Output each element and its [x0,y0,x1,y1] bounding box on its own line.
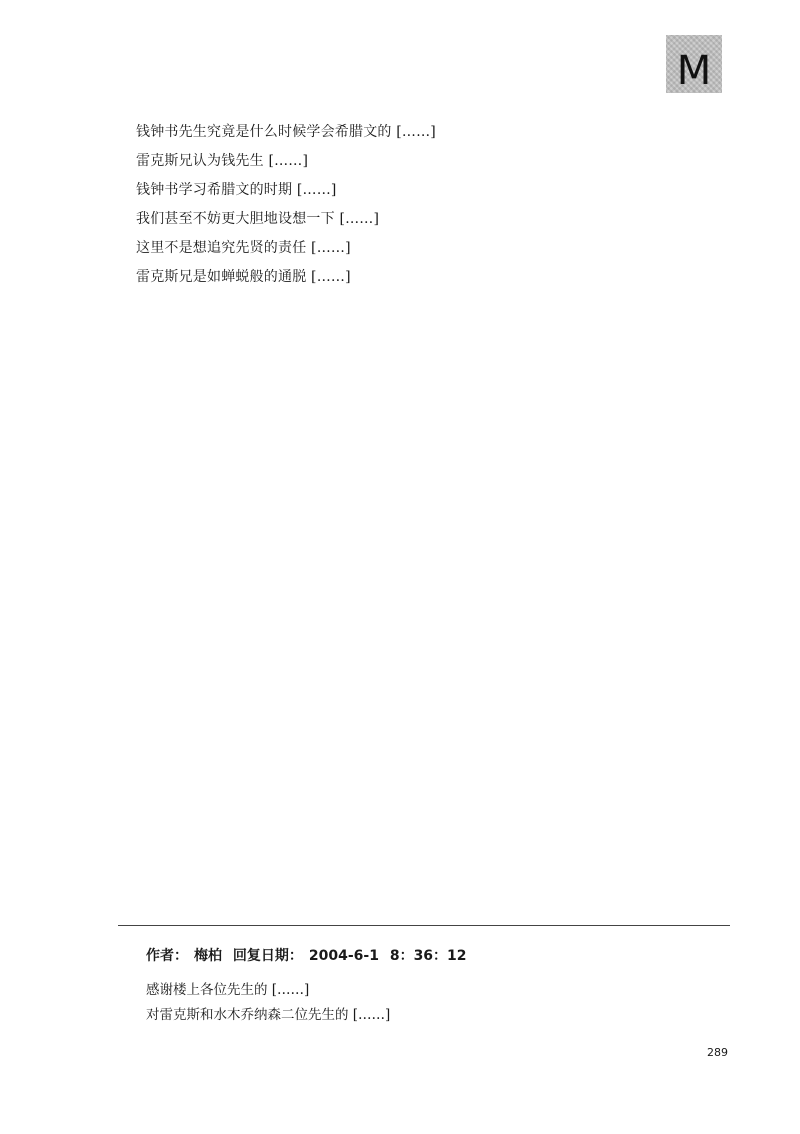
paragraph: 钱钟书先生究竟是什么时候学会希腊文的 [……] [136,124,436,140]
reply-header [146,945,473,965]
reply-time: 8：36：12 [389,948,467,964]
paragraph: 我们甚至不妨更大胆地设想一下 [……] [136,211,380,227]
section-tab [666,35,722,93]
reply-line: 对雷克斯和水木乔纳森二位先生的 [……] [146,1007,391,1023]
page-number: 289 [707,1046,728,1059]
paragraph: 钱钟书学习希腊文的时期 [……] [136,182,337,198]
author-label: 作者： [146,948,188,964]
author-name: 梅柏 [194,948,222,964]
date-label: 回复日期： [232,948,303,964]
paragraph: 这里不是想追究先贤的责任 [……] [136,240,351,256]
reply-date: 2004-6-1 [308,948,379,964]
paragraph: 雷克斯兄是如蝉蜕般的通脱 [……] [136,269,351,285]
separator-rule [118,925,730,926]
section-letter: M [676,48,712,94]
reply-body [146,978,726,1028]
article-body [108,118,724,292]
paragraph: 雷克斯兄认为钱先生 [……] [136,153,309,169]
reply-line: 感谢楼上各位先生的 [……] [146,982,310,998]
